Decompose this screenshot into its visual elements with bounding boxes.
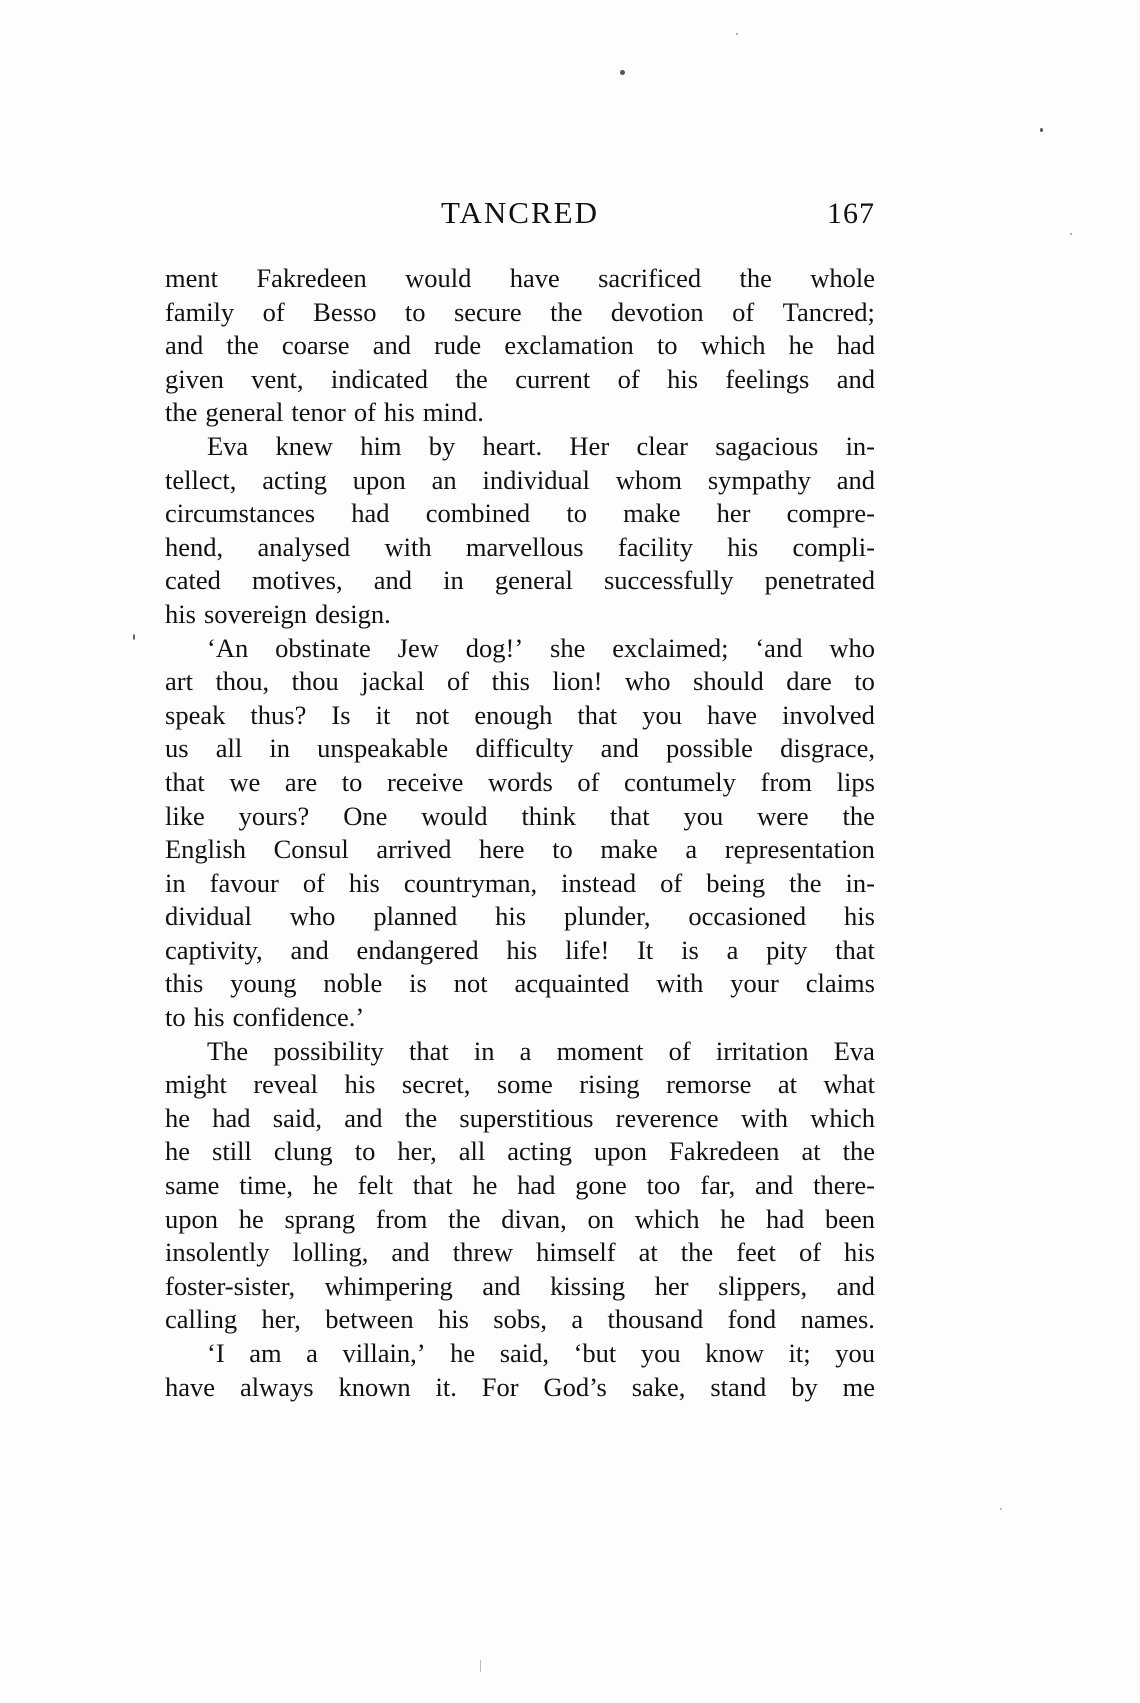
- text-line: ‘An obstinate Jew dog!’ she exclaimed; ‘and who: [207, 632, 875, 663]
- text-line: ment Fakredeen would have sacrificed the whole: [165, 263, 875, 293]
- text-line: cated motives, and in general successfully penetrated: [165, 565, 875, 596]
- text-line: Eva knew him by heart. Her clear sagacious in-: [207, 430, 875, 461]
- text-line: given vent, indicated the current of his feelings and: [165, 363, 875, 394]
- text-line: speak thus? Is it not enough that you have involved: [165, 699, 875, 730]
- text-line: his sovereign design.: [165, 598, 391, 629]
- running-title: TANCRED: [441, 195, 599, 230]
- text-line: have always known it. For God’s sake, stand by me: [165, 1371, 875, 1402]
- text-line: calling her, between his sobs, a thousand fond names.: [165, 1304, 875, 1335]
- text-line: English Consul arrived here to make a representation: [165, 834, 875, 865]
- scan-speck: [480, 1660, 481, 1672]
- text-line: like yours? One would think that you were the: [165, 800, 875, 831]
- text-line: family of Besso to secure the devotion of Tancred;: [165, 296, 875, 327]
- scan-speck: [1070, 233, 1072, 235]
- text-line: this young noble is not acquainted with your claims: [165, 968, 875, 999]
- text-line: The possibility that in a moment of irritation Eva: [207, 1035, 875, 1066]
- text-line: in favour of his countryman, instead of being the in-: [165, 867, 875, 898]
- scan-speck: [736, 33, 738, 35]
- text-line: might reveal his secret, some rising remorse at what: [165, 1069, 875, 1100]
- text-line: us all in unspeakable difficulty and possible disgrace,: [165, 733, 875, 764]
- text-line: and the coarse and rude exclamation to which he had: [165, 330, 875, 361]
- text-line: upon he sprang from the divan, on which he had been: [165, 1203, 875, 1234]
- page-number: 167: [827, 197, 875, 230]
- text-line: same time, he felt that he had gone too far, and there-: [165, 1170, 875, 1201]
- text-line: he had said, and the superstitious reverence with which: [165, 1102, 875, 1133]
- scan-speck: [1000, 1508, 1002, 1510]
- text-line: tellect, acting upon an individual whom sympathy and: [165, 464, 875, 495]
- text-line: to his confidence.’: [165, 1002, 365, 1033]
- scan-speck: [620, 70, 625, 75]
- text-line: the general tenor of his mind.: [165, 397, 484, 428]
- text-line: captivity, and endangered his life! It is a pity that: [165, 934, 875, 965]
- body-text: [165, 262, 875, 1404]
- text-line: insolently lolling, and threw himself at the feet of his: [165, 1237, 875, 1268]
- page-header: [165, 195, 875, 245]
- text-line: foster-sister, whimpering and kissing her slippers, and: [165, 1270, 875, 1301]
- scan-speck: [1040, 128, 1043, 132]
- text-line: circumstances had combined to make her compre-: [165, 498, 875, 529]
- text-line: art thou, thou jackal of this lion! who should dare to: [165, 666, 875, 697]
- text-line: ‘I am a villain,’ he said, ‘but you know it; you: [207, 1338, 875, 1368]
- text-line: dividual who planned his plunder, occasioned his: [165, 901, 875, 932]
- text-line: he still clung to her, all acting upon Fakredeen at the: [165, 1136, 875, 1167]
- text-line: that we are to receive words of contumely from lips: [165, 766, 875, 797]
- scan-speck: [133, 634, 135, 640]
- text-line: hend, analysed with marvellous facility his compli-: [165, 531, 875, 562]
